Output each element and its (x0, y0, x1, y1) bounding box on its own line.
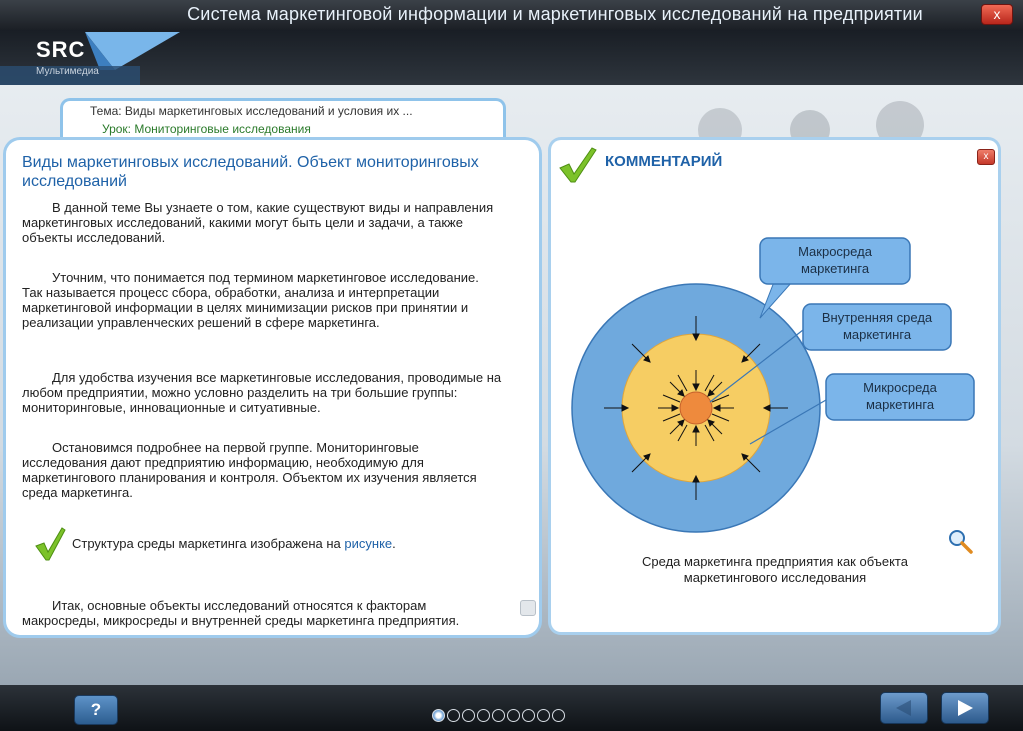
paragraph: В данной теме Вы узнаете о том, какие существуют виды и направления маркетинговых исследований, какими могут быть цели и задачи, а также объекты исследований. (22, 200, 494, 245)
page-dot[interactable] (447, 709, 460, 722)
next-button[interactable] (941, 692, 989, 724)
previous-button[interactable] (880, 692, 928, 724)
window-title: Система маркетинговой информации и маркетинговых исследований на предприятии (187, 4, 923, 24)
callout-macro-line1: Макросреда (798, 244, 872, 259)
lesson-heading: Виды маркетинговых исследований. Объект мониторинговых исследований (22, 154, 479, 190)
caption-line-1: Среда маркетинга предприятия как объекта (642, 554, 908, 569)
logo-name: SRC (36, 37, 86, 62)
footer-bar (0, 685, 1023, 731)
page-dot[interactable] (462, 709, 475, 722)
page-dot[interactable] (537, 709, 550, 722)
page-dot[interactable] (477, 709, 490, 722)
paragraph: Для удобства изучения все маркетинговые исследования, проводимые на любом предприятии, можно условно разделить на три большие группы: мониторинговые, инновационные и ситуативные. (22, 370, 502, 415)
comment-title: КОММЕНТАРИЙ (605, 153, 723, 170)
page-dot[interactable] (507, 709, 520, 722)
comment-close-button[interactable]: x (977, 149, 995, 165)
figure-note (72, 536, 396, 551)
page-dot[interactable] (432, 709, 445, 722)
figure-note-prefix: Структура среды маркетинга изображена на (72, 536, 341, 551)
checkmark-icon (557, 146, 597, 184)
logo-subtitle: Мультимедиа (36, 66, 99, 77)
checkmark-icon (34, 526, 66, 562)
internal-environment-circle (680, 392, 712, 424)
page-indicator (432, 709, 565, 722)
window-close-button[interactable]: x (981, 4, 1013, 25)
page-dot[interactable] (492, 709, 505, 722)
arrow-right-icon (942, 693, 988, 723)
magnifier-icon[interactable] (946, 527, 974, 555)
diagram-caption (600, 554, 950, 586)
logo (0, 30, 200, 88)
lesson-title: Урок: Мониторинговые исследования (102, 122, 311, 136)
callout-micro-line2: маркетинга (865, 397, 935, 412)
figure-link[interactable]: рисунке (344, 536, 393, 551)
help-button[interactable]: ? (74, 695, 118, 725)
arrow-left-icon (881, 693, 927, 723)
page-dot[interactable] (522, 709, 535, 722)
paragraph: Итак, основные объекты исследований относятся к факторам макросреды, микросреды и внутренней среды маркетинга предприятия. (22, 598, 460, 628)
logo-shape (0, 30, 200, 88)
scrollbar-handle[interactable] (520, 600, 536, 616)
topic-title: Тема: Виды маркетинговых исследований и условия их ... (90, 104, 413, 118)
callout-internal-line2: маркетинга (842, 327, 912, 342)
caption-line-2: маркетингового исследования (683, 570, 867, 585)
callout-micro-line1: Микросреда (863, 380, 937, 395)
paragraph: Уточним, что понимается под термином маркетинговое исследование. Так называется процесс сбора, обработки, анализа и интерпретации маркетинговой информации в целях минимизации рисков при принятии и реализации управленческих решений в сфере маркетинга. (22, 270, 479, 330)
paragraph: Остановимся подробнее на первой группе. Мониторинговые исследования дают предприятию информацию, необходимую для маркетингового планирования и контроля. Объектом их изучения является среда маркетинга. (22, 440, 477, 500)
callout-macro-line2: маркетинга (800, 261, 870, 276)
figure-note-suffix: . (392, 536, 396, 551)
callout-internal-line1: Внутренняя среда (821, 310, 933, 325)
page-dot[interactable] (552, 709, 565, 722)
marketing-environment-diagram (560, 230, 1000, 540)
